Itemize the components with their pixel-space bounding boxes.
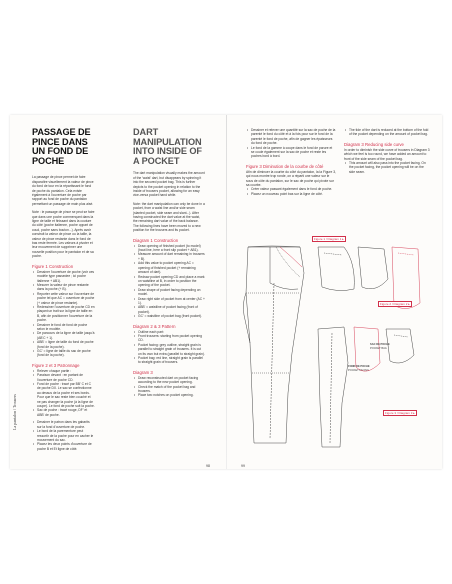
en-note: Note: the dart manipulation can only be done in a pocket, from a waist line and/or side seam (slanted pocket, side seam and slant...). After having constructed the dart value at the waist, the remaining dart value of the back balance. The following lines have been moved to a new position for the trousers and its pocket. — [133, 201, 205, 233]
left-page-en-column — [133, 128, 205, 398]
arrow-right-icon: ▸ — [408, 302, 410, 306]
diag3-tag-label: Diagram 3 — [398, 411, 413, 415]
list-item: • Le bord de la parementure peut ressortir de la poche pour en cacher le mouvement du sac. — [37, 429, 95, 442]
fig3-fr-title: Figure 3 Diminution de la courbe de côté — [246, 163, 324, 169]
list-item: • Créer valeur passant également dans le fond de poche. — [251, 187, 336, 191]
fig3-en-list — [344, 161, 430, 174]
figure-1-diagram — [240, 243, 318, 451]
fig2-fr-list-2 — [32, 420, 95, 451]
list-item: • Dessiner l'ouverture de poche (voir ces modèle type passedee ; ici poche italienne + AB1). — [37, 270, 95, 283]
fig3-en-title-left: Diagram 3 — [133, 369, 153, 375]
list-item: • Paraison devant : en partant de l'ouverture de poche CD. — [37, 373, 95, 382]
list-item: • Sac de poche : tracé rouge, DF' et ABB' de poche. — [37, 408, 95, 417]
list-item: • Redraw pocket opening CD and place a mark on waistline at B, in order to position the opening of the pocket. — [138, 275, 205, 288]
list-item: • The tide of the dart is reduced at the bottom of the fold of the pocket depending on the amount of pocket bag. — [349, 128, 430, 137]
fig1-fr-title: Figure 1 Construction — [32, 263, 74, 269]
fig1-fr-list — [32, 270, 95, 358]
list-item: • Placez les deux points d'ouverture de poche B et Et ligne de côté. — [37, 442, 95, 451]
right-page-fr-column — [246, 128, 336, 196]
list-item: • ABB' = waistline of pocket facing (front of pocket). — [138, 305, 205, 314]
arrow-right-icon: ▸ — [342, 237, 344, 241]
fig3-tag: Figure 3 / Diagram 3 ▸ — [385, 411, 415, 415]
list-item: • This amount will also pass into the pocket facing. On the pocket facing, the pocket opening will be on the side seam. — [349, 161, 430, 174]
list-item: • Fond de poche : tracé par BB' C et C de poche DX. Le sac se confectionne au dessus de la poche et ses bords. Pour que le sac reste bien couché et ne pas changer la poche (à la ligne de coupe). Le fond de poche suit la poche. — [37, 382, 95, 408]
list-item: • Draw opening of finished pocket (to model) (haut line, here a front slip pocket + AB1). — [138, 244, 205, 253]
list-item: • Dessiner le fond de fond de poche selon le modèle. — [37, 323, 95, 332]
label-pocket-bag: POCKET BAG — [370, 347, 387, 350]
page-number-right: 99 — [241, 464, 245, 468]
fig2-tag: Figure 2 / Diagram 2 ▸ — [380, 302, 410, 306]
list-item: • Pocket bag: red line, straight grain is parallel to straight grain of trousers. — [138, 356, 205, 365]
list-item: • De parcours de la ligne de taille jusqu'à (AB'C + 1). — [37, 331, 95, 340]
page-number-left: 98 — [206, 464, 210, 468]
fig2-fr-title: Figure 2 et 3 Patronnage — [32, 362, 80, 368]
left-page-fr-column — [32, 128, 95, 451]
figure-2b-diagram — [314, 323, 424, 453]
list-item: • Placez un nouveau point bas sur la ligne de côté. — [251, 192, 336, 196]
fig2-tag-label: Figure 2 — [380, 302, 392, 306]
page-gutter — [226, 115, 227, 469]
fr-note: Note : le passage de pince se peut se faire que dans une poche commençant dans la ligne de taille et finissant dans la couture du côté (poche italienne, poche oppart de coud, poche sans bouton...). Après avoir construit la valeur de pince ou la taille, la valeur de pince restante dans le fond de bas reste fermée. Les valeurs à pivoter et leur mouvement de supprimer une nouvelle position pour le pantalon et de sa poche. — [32, 210, 95, 259]
fig3-en-list-left — [133, 376, 205, 398]
list-item: • GC' = ligne de taille du sac de poche (fond de la poche). — [37, 349, 95, 358]
right-page-en-column — [344, 128, 430, 174]
figure-2-diagram — [314, 243, 424, 323]
fig1-tag-label: Figure 1 — [314, 237, 326, 241]
list-item: • Draw shape of pocket facing depending on model. — [138, 288, 205, 297]
fr-heading: PASSAGE DE PINCE DANS UN FOND DE POCHE — [32, 127, 91, 166]
list-item: • Reporter cette valeur sur l'ouverture de poche tel que AC = ouverture de poche (+ valeur de pince restante). — [37, 292, 95, 305]
list-item: • Draw right side of pocket from at center (AC + 1). — [138, 297, 205, 306]
fig1-en-list — [133, 244, 205, 319]
fig1-en-title: Diagram 1 Construction — [133, 237, 179, 243]
fig1-tag: Figure 1 / Diagram 1 ▸ — [314, 237, 344, 241]
list-item: • Dessiner et relever une quantité sur la sac de poche de la parenté le fond du côté et à la fois pour sur le fond de la parenté le fond de poche, afin de gagner les épaisseurs du fond de poche. — [251, 128, 336, 146]
fig3-tag-label: Figure 3 — [385, 411, 397, 415]
list-item: • Measure amount of dart remaining in trousers + B). — [138, 252, 205, 261]
list-item: • Place two notches on pocket opening. — [138, 393, 205, 397]
list-item: • GC' = waistline of pocket bag (front pocket). — [138, 314, 205, 318]
list-item: • Outline each part: — [138, 330, 205, 334]
fig2-fr-list — [32, 369, 95, 417]
list-item: • Dessiner le patron dans les gabarits sur la fond d'ouverture de poche. — [37, 420, 95, 429]
list-item: • Mesurer la valeur de pince restante dans la poche (+ B). — [37, 283, 95, 292]
diag1-tag-label: Diagram 1 — [327, 237, 342, 241]
fr-intro: La passage de pince permet de faire disparaître visuellement la valeur de pince du fond de tour en la répartissant le fond de poche du pantalon. Cela existe également à l'ouverture de poche par rapport au fond de poche du pantalon permettant un passage de main plus aisé. — [32, 175, 94, 206]
running-head: La pantalon / Trousers — [12, 394, 17, 430]
list-item: • ABB' = ligne de taille du fond de poche (fond de la poche). — [37, 340, 95, 349]
list-item: • Relever chaque partie : — [37, 369, 95, 373]
fig2-en-title: Diagram 2 & 3 Pattern — [133, 323, 176, 329]
book-spread — [10, 115, 442, 469]
list-item: • Draw reconstructed dart on pocket facing according to the new pocket opening. — [138, 376, 205, 385]
list-item: • Check the match of the pocket bag and trousers. — [138, 385, 205, 394]
label-sac-de-poche: SAC DE POCHE — [370, 343, 390, 346]
list-item: • Front trousers: starting from pocket opening CD. — [138, 334, 205, 343]
fig3-fr-list — [246, 187, 336, 196]
list-item: • Redessiner l'ouverture de poche CD en plaçant un trait sur la ligne de taille en B, afin de positionner l'ouverture de la poche. — [37, 305, 95, 323]
fig3-en-text: In order to diminish the side curve of trousers in Diagram 3 which we feel is too round, we have added an amount to front of the side seam of the pocket bag. — [344, 147, 430, 161]
list-item: • Add this value to pocket opening AC = opening of finished pocket (+ remaining amount of dart). — [138, 261, 205, 274]
list-item: • Le fond de la gamme à coupe dans le fond de parure et se coule également sur la sac de poche et reste les poches bord à bord. — [251, 146, 336, 159]
en-intro: The dart manipulation visually makes the amount of the 'waist' dart, but disappears by spinning it into the secured pocket bag. This is further depicts to the pocket opening in relation to the inside of trousers pocket, allowing for an easy vice-versa pocket hand while. — [133, 171, 205, 198]
list-item: • Pocket facing: grey outline, straight grain is parallel to straight grain of trousers. It is cut on its own but extra (parallel to straight grain). — [138, 343, 205, 356]
fig2-en-list — [133, 330, 205, 365]
label-fond-de-poche: FOND DE POCHE — [348, 365, 370, 368]
right-fr-list — [246, 128, 336, 159]
label-pocket-facing: POCKET FACING — [348, 369, 369, 372]
fig3-fr-text: Afin de diminuer la courbe du côté du pantalon, la la Figure 3, qui nous montre trop ronde, on a réparti une valeur sur le sous de côte du pantalon, sur le sac de poche qui pivote sur sa courbe. — [246, 169, 336, 188]
diag2-tag-label: Diagram 2 — [393, 302, 408, 306]
fig3-en-title: Diagram 3 Reducing side curve — [344, 141, 404, 147]
right-en-list — [344, 128, 430, 137]
en-heading: DART MANIPULATION INTO INSIDE OF A POCKET — [133, 127, 202, 166]
arrow-right-icon: ▸ — [413, 411, 415, 415]
